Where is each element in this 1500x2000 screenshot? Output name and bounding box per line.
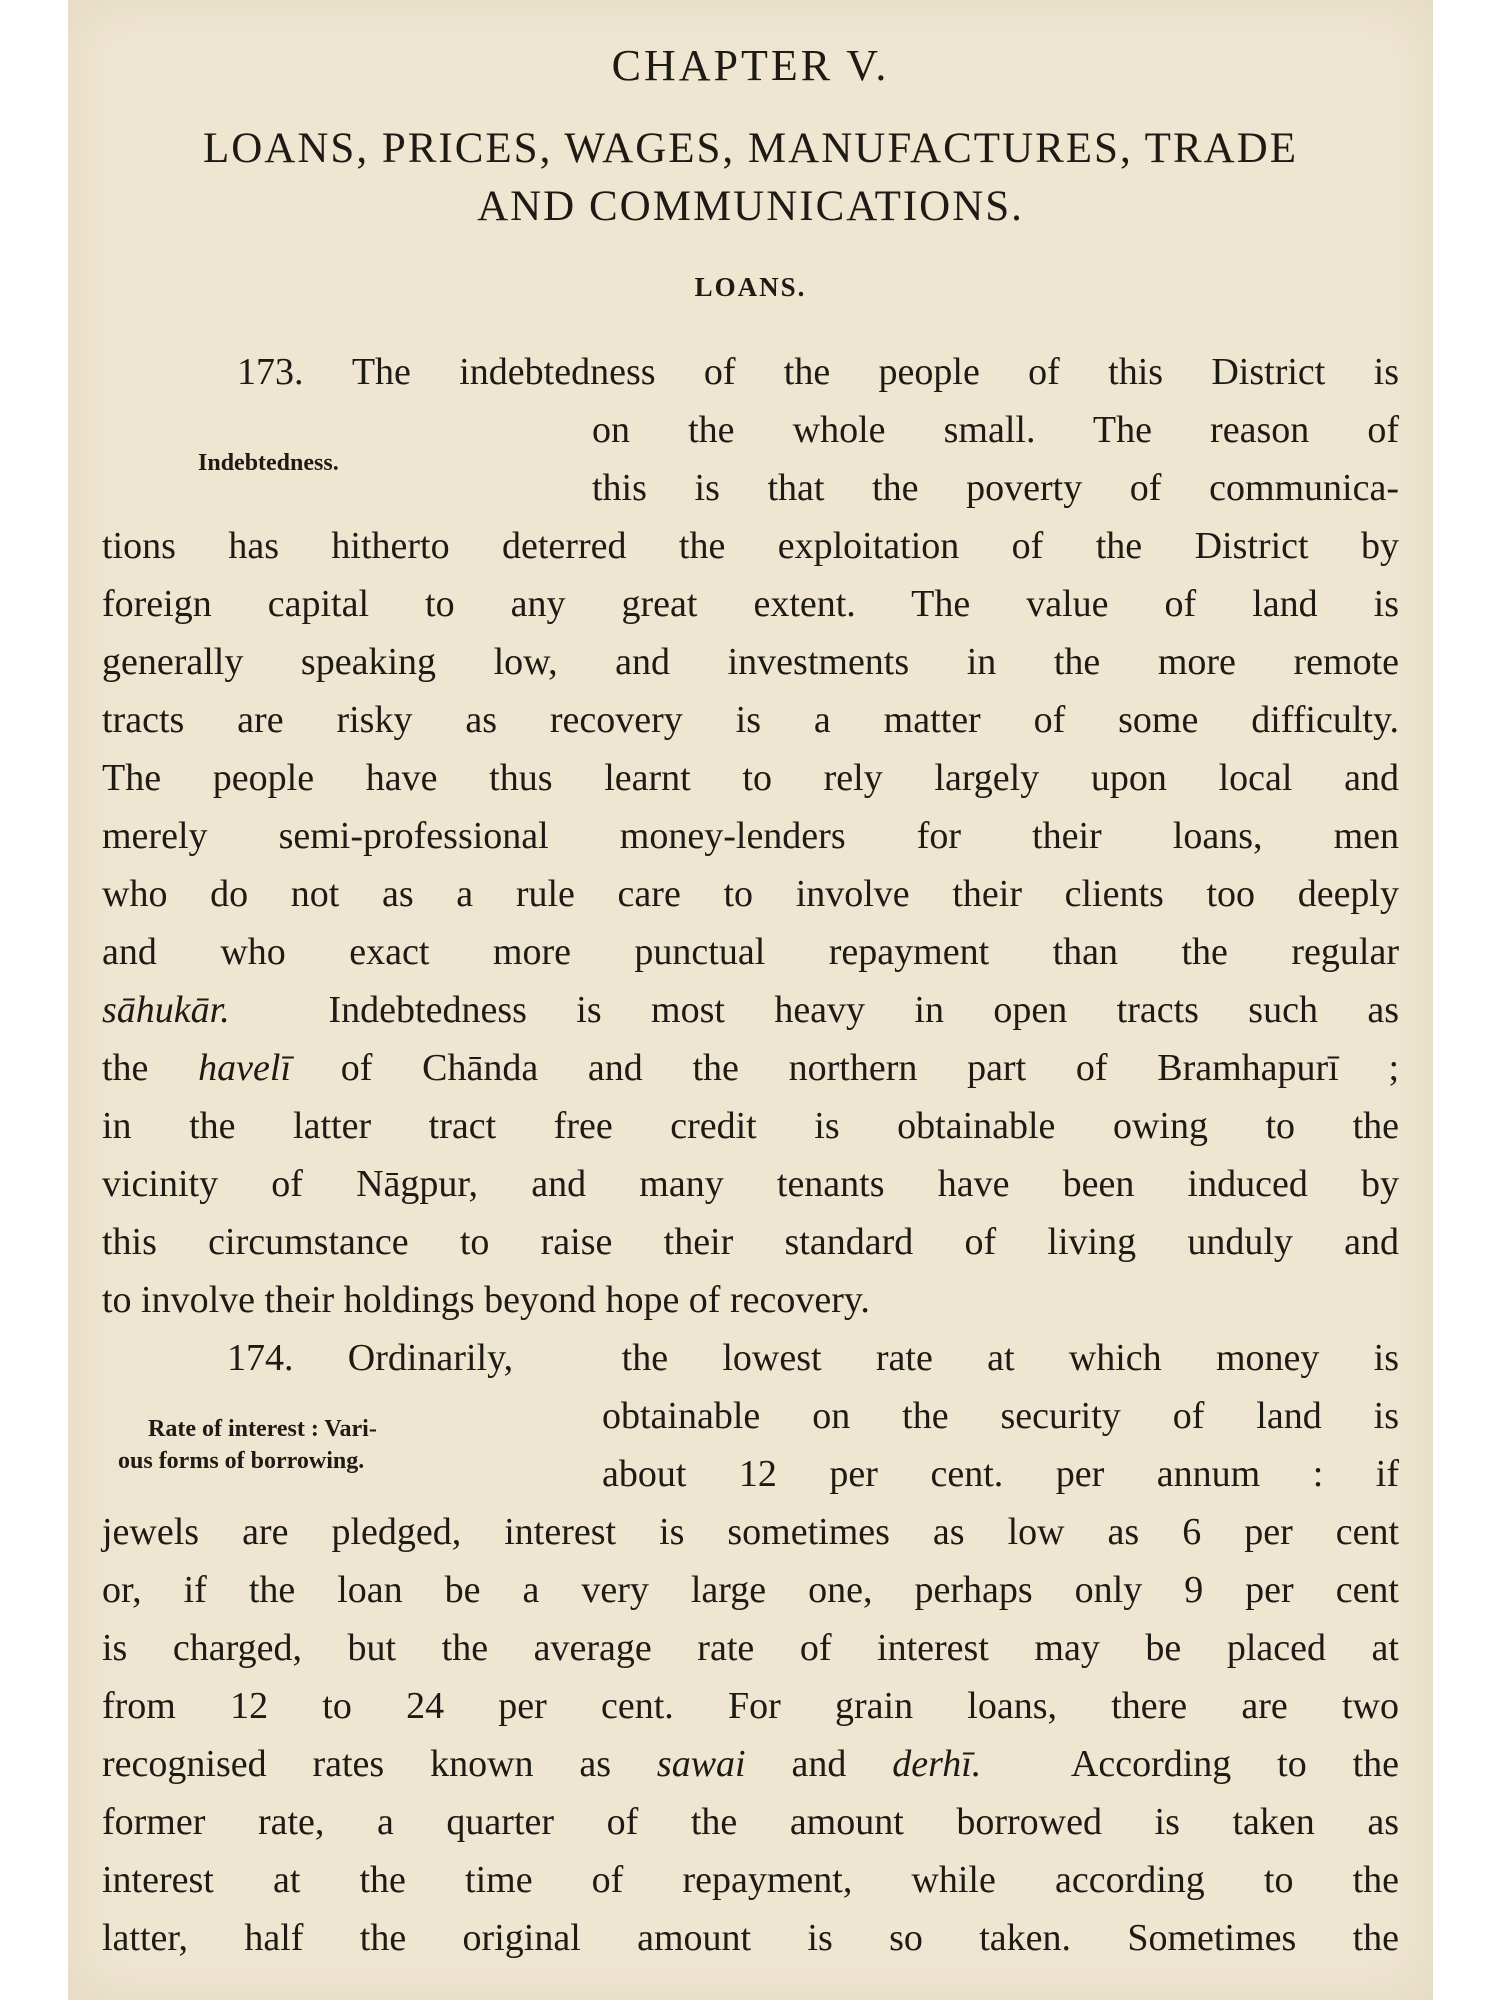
paragraph-number: 174. (227, 1337, 294, 1379)
text-line: tracts are risky as recovery is a matter of some difficulty. (102, 699, 1399, 741)
side-note-indebtedness: Indebtedness. (198, 450, 339, 476)
text-line: merely semi-professional money-lenders for their loans, men (102, 815, 1399, 857)
text-line: from 12 to 24 per cent. For grain loans, there are two (102, 1685, 1399, 1727)
text-line: the havelī of Chānda and the northern part of Bramhapurī ; (102, 1047, 1400, 1089)
section-heading: LOANS. (694, 272, 807, 302)
text-line: in the latter tract free credit is obtainable owing to the (102, 1105, 1399, 1147)
text-line: The people have thus learnt to rely largely upon local and (102, 757, 1399, 799)
text-line: obtainable on the security of land is (602, 1395, 1399, 1437)
text-line: this circumstance to raise their standard of living unduly and (102, 1221, 1399, 1263)
text-line: and who exact more punctual repayment than the regular (102, 931, 1399, 973)
text-line: recognised rates known as sawai and derhī. According to the (102, 1743, 1400, 1785)
text-line: latter, half the original amount is so taken. Sometimes the (102, 1917, 1399, 1959)
text-line: this is that the poverty of communica- (592, 467, 1399, 509)
paragraph-173 (102, 343, 1399, 1329)
text-line: on the whole small. The reason of (592, 409, 1399, 451)
text-line: 174. Ordinarily, the lowest rate at which money is (227, 1337, 1399, 1379)
text-line: vicinity of Nāgpur, and many tenants have been induced by (102, 1163, 1399, 1205)
chapter-title-line-2: AND COMMUNICATIONS. (477, 183, 1024, 230)
text-line: to involve their holdings beyond hope of recovery. (102, 1279, 870, 1321)
side-note-line-1: Rate of interest : Vari- (148, 1416, 377, 1442)
text-line: or, if the loan be a very large one, perhaps only 9 per cent (102, 1569, 1399, 1611)
text-line: foreign capital to any great extent. The value of land is (102, 583, 1399, 625)
chapter-title-line-1: LOANS, PRICES, WAGES, MANUFACTURES, TRADE (202, 125, 1299, 172)
text-line: tions has hitherto deterred the exploitation of the District by (102, 525, 1399, 567)
paragraph-174 (102, 1329, 1399, 1967)
text-line: interest at the time of repayment, while according to the (102, 1859, 1399, 1901)
text-line: 173. The indebtedness of the people of this District is (237, 351, 1400, 393)
text-line: who do not as a rule care to involve their clients too deeply (102, 873, 1399, 915)
text-line: former rate, a quarter of the amount borrowed is taken as (102, 1801, 1399, 1843)
text-line: about 12 per cent. per annum : if (602, 1453, 1399, 1495)
text-line: sāhukār. Indebtedness is most heavy in open tracts such as (102, 989, 1400, 1031)
book-page (68, 0, 1433, 2000)
text-line: is charged, but the average rate of interest may be placed at (102, 1627, 1399, 1669)
text-line: jewels are pledged, interest is sometimes as low as 6 per cent (102, 1511, 1399, 1553)
chapter-title (68, 120, 1433, 236)
paragraph-number: 173. (237, 351, 304, 393)
side-note-line-2: ous forms of borrowing. (118, 1448, 365, 1474)
chapter-heading: CHAPTER V. (611, 41, 890, 90)
text-line: generally speaking low, and investments in the more remote (102, 641, 1399, 683)
